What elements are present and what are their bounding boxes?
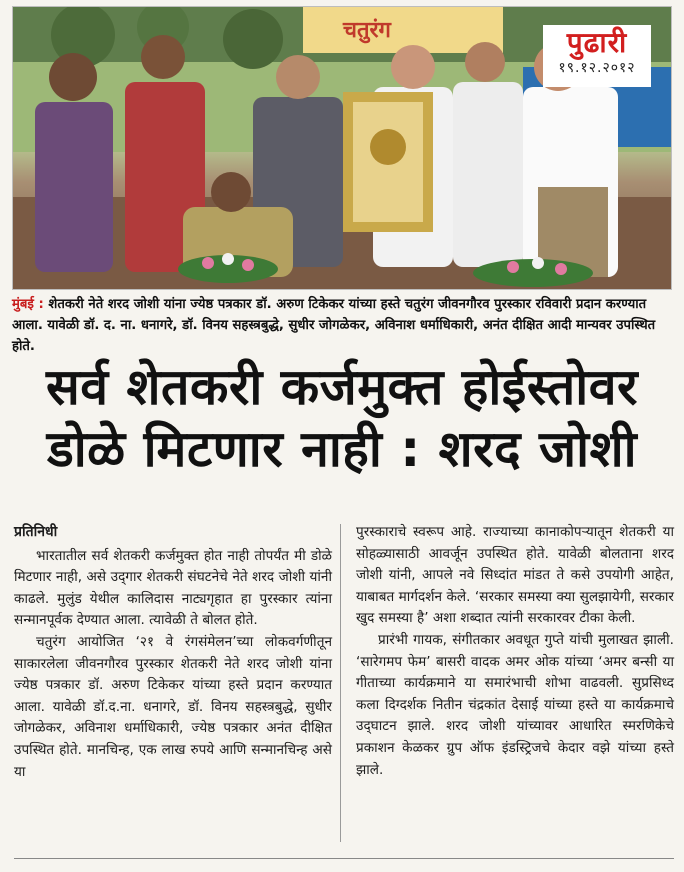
newspaper-logo: पुढारी [566,26,628,59]
byline: प्रतिनिधी [14,524,58,540]
article-column-right [356,522,674,781]
headline-line-1: सर्व शेतकरी कर्जमुक्त होईस्तोवर [45,358,639,416]
column-divider [340,524,341,842]
caption-place: मुंबई : [12,297,44,312]
masthead [543,25,651,87]
article-paragraph: प्रारंभी गायक, संगीतकार अवधूत गुप्ते यांची मुलाखत झाली. ‘सारेगमप फेम’ बासरी वादक अमर ओक यांच्या ‘अमर बन्सी या गीताच्या कार्यक्रमाने या समारंभाची शोभा वाढवली. सुप्रसिध्द कला दिग्दर्शक नितीन चंद्रकांत देसाई यांच्या हस्ते या कार्यक्रमाचे उद्‌घाटन झाले. शरद जोशी यांच्यावर आधारित स्मरणिकेचे प्रकाशन केळकर ग्रुप ऑफ इंडस्ट्रिजचे केदार वझे यांच्या हस्ते झाले. [356,631,674,778]
publication-date: १९.१२.२०१२ [558,60,636,76]
article-paragraph: पुरस्काराचे स्वरूप आहे. राज्याच्या कानाकोपऱ्यातून शेतकरी या सोहळ्यासाठी आवर्जून उपस्थित होते. यावेळी बोलताना शरद जोशी यांनी, आपले नवे सिध्दांत मांडत ते कसे उपयोगी आहेत, याबाबत मार्गदर्शन केले. ‘सरकार समस्या क्या सुलझायेगी, सरकार खुद समस्या है’ अशा शब्दात त्यांनी सरकारवर टीका केली. [356,524,674,627]
bottom-rule [14,858,674,859]
article-column-left [14,522,332,783]
headline [6,356,678,480]
photo-caption [12,294,670,357]
headline-line-2: डोळे मिटणार नाही : शरद जोशी [46,420,638,478]
article-paragraph: भारतातील सर्व शेतकरी कर्जमुक्त होत नाही तोपर्यंत मी डोळे मिटणार नाही, असे उद्‌गार शेतकरी संघटनेचे नेते शरद जोशी यांनी काढले. मुलुंड येथील कालिदास नाट्यगृहात हा पुरस्कार त्यांना सन्मानपूर्वक देण्यात आला. त्यावेळी ते बोलत होते. [14,547,332,629]
caption-text: शेतकरी नेते शरद जोशी यांना ज्येष्ठ पत्रकार डॉ. अरुण टिकेकर यांच्या हस्ते चतुरंग जीवनगौरव पुरस्कार रविवारी प्रदान करण्यात आला. यावेळी डॉ. द. ना. धनागरे, डॉ. विनय सहस्त्रबुद्धे, सुधीर जोगळेकर, अविनाश धर्माधिकारी, अनंत दीक्षित आदी मान्यवर उपस्थित होते. [12,297,656,354]
article-paragraph: चतुरंग आयोजित ‘२१ वे रंगसंमेलन’च्या लोकवर्गणीतून साकारलेला जीवनगौरव पुरस्कार शेतकरी नेते शरद जोशी यांना ज्येष्ठ पत्रकार डॉ. अरुण टिकेकर यांच्या हस्ते प्रदान करण्यात आला. यावेळी डॉ.द.ना. धनागरे, डॉ. विनय सहस्त्रबुद्धे, सुधीर जोगळेकर, अविनाश धर्माधिकारी, ज्येष्ठ पत्रकार अनंत दीक्षित उपस्थित होते. मानचिन्ह, एक लाख रुपये आणि सन्मानचिन्ह असे या [14,633,332,780]
event-photo [12,6,672,290]
trophy [343,92,433,232]
banner-text: चतुरंग [343,18,391,43]
